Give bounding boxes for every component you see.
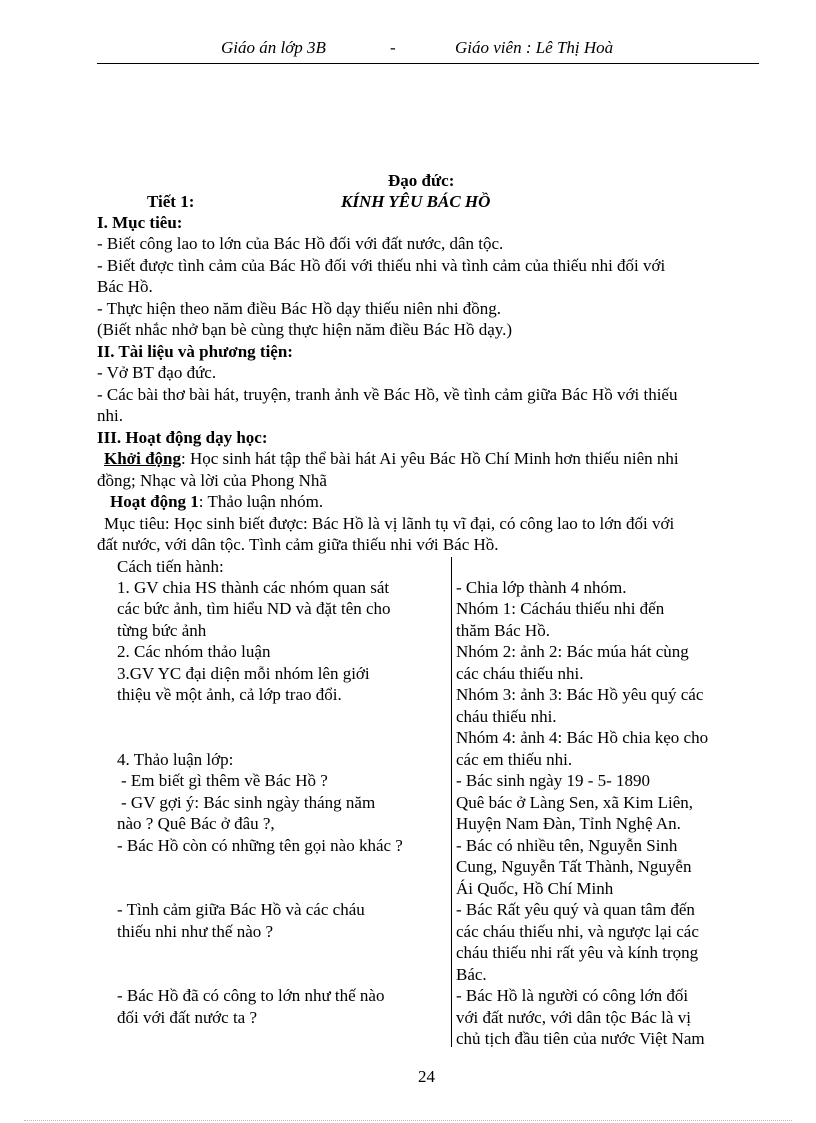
student-answer: các cháu thiếu nhi, và ngược lại các: [456, 922, 699, 941]
objective-line: (Biết nhắc nhở bạn bè cùng thực hiện năm điều Bác Hồ dạy.): [97, 320, 513, 339]
student-answer: các cháu thiếu nhi.: [456, 664, 584, 683]
student-answer: Quê bác ở Làng Sen, xã Kim Liên,: [456, 793, 694, 812]
header-divider: [97, 63, 759, 64]
teacher-step: các bức ảnh, tìm hiểu ND và đặt tên cho: [117, 599, 391, 618]
warmup-paragraph: [104, 448, 679, 469]
period-label: Tiết 1:: [147, 192, 195, 211]
material-line: - Các bài thơ bài hát, truyện, tranh ảnh về Bác Hồ, về tình cảm giữa Bác Hồ với thiếu: [97, 385, 678, 404]
teacher-step: 3.GV YC đại diện mỗi nhóm lên giới: [117, 664, 370, 683]
teacher-step: 1. GV chia HS thành các nhóm quan sát: [117, 578, 390, 597]
student-answer: cháu thiếu nhi.: [456, 707, 557, 726]
page-header: [97, 38, 759, 62]
subject-label: Đạo đức:: [388, 171, 455, 190]
student-answer: - Chia lớp thành 4 nhóm.: [456, 578, 627, 597]
student-answer: Nhóm 3: ảnh 3: Bác Hồ yêu quý các: [456, 685, 704, 704]
student-answer: Cung, Nguyễn Tất Thành, Nguyễn: [456, 857, 692, 876]
student-answer: Bác.: [456, 965, 487, 984]
page-number: 24: [418, 1067, 435, 1086]
header-teacher: Giáo viên : Lê Thị Hoà: [455, 38, 614, 57]
teacher-question: đối với đất nước ta ?: [117, 1008, 258, 1027]
student-answer: cháu thiếu nhi rất yêu và kính trọng: [456, 943, 699, 962]
goal-line: Mục tiêu: Học sinh biết được: Bác Hồ là vị lãnh tụ vĩ đại, có công lao to lớn đối với: [104, 514, 675, 533]
teacher-step: 4. Thảo luận lớp:: [117, 750, 234, 769]
teacher-question: thiếu nhi như thế nào ?: [117, 922, 274, 941]
objective-line: Bác Hồ.: [97, 277, 153, 296]
column-divider: [451, 557, 452, 1047]
activity-1-label: Hoạt động 1: [110, 492, 199, 511]
teacher-question: - Bác Hồ còn có những tên gọi nào khác ?: [117, 836, 403, 855]
student-answer: - Bác sinh ngày 19 - 5- 1890: [456, 771, 651, 790]
material-line: - Vở BT đạo đức.: [97, 363, 217, 382]
student-answer: - Bác Hồ là người có công lớn đối: [456, 986, 689, 1005]
activity-1-paragraph: [110, 491, 323, 512]
student-answer: các em thiếu nhi.: [456, 750, 573, 769]
teacher-step: từng bức ảnh: [117, 621, 207, 640]
material-line: nhi.: [97, 406, 123, 425]
warmup-text: : Học sinh hát tập thể bài hát Ai yêu Bác Hồ Chí Minh hơn thiếu niên nhi: [180, 449, 679, 468]
activity-1-text: : Thảo luận nhóm.: [198, 492, 324, 511]
goal-line: đất nước, với dân tộc. Tình cảm giữa thiếu nhi với Bác Hồ.: [97, 535, 499, 554]
objective-line: - Biết công lao to lớn của Bác Hồ đối với đất nước, dân tộc.: [97, 234, 504, 253]
warmup-label: Khởi động: [104, 449, 181, 468]
student-answer: Nhóm 2: ảnh 2: Bác múa hát cùng: [456, 642, 689, 661]
section-3-heading: III. Hoạt động dạy học:: [97, 428, 268, 447]
page-bottom-edge: [24, 1120, 792, 1121]
warmup-line-2: đồng; Nhạc và lời của Phong Nhã: [97, 471, 327, 490]
teacher-question: - Tình cảm giữa Bác Hồ và các cháu: [117, 900, 365, 919]
procedure-label: Cách tiến hành:: [117, 557, 224, 576]
student-answer: chủ tịch đầu tiên của nước Việt Nam: [456, 1029, 705, 1048]
objective-line: - Biết được tình cảm của Bác Hồ đối với thiếu nhi và tình cảm của thiếu nhi đối với: [97, 256, 666, 275]
student-answer: với đất nước, với dân tộc Bác là vị: [456, 1008, 691, 1027]
teacher-step: thiệu về một ảnh, cả lớp trao đổi.: [117, 685, 342, 704]
student-answer: - Bác có nhiều tên, Nguyễn Sinh: [456, 836, 678, 855]
section-1-heading: I. Mục tiêu:: [97, 213, 183, 232]
header-dash: -: [390, 38, 396, 57]
lesson-title: KÍNH YÊU BÁC HỒ: [341, 192, 491, 211]
student-answer: thăm Bác Hồ.: [456, 621, 550, 640]
student-answer: - Bác Rất yêu quý và quan tâm đến: [456, 900, 695, 919]
section-2-heading: II. Tài liệu và phương tiện:: [97, 342, 293, 361]
teacher-question: - Em biết gì thêm về Bác Hồ ?: [121, 771, 328, 790]
student-answer: Huyện Nam Đàn, Tỉnh Nghệ An.: [456, 814, 681, 833]
student-answer: Nhóm 4: ảnh 4: Bác Hồ chia kẹo cho: [456, 728, 709, 747]
header-class: Giáo án lớp 3B: [221, 38, 326, 57]
teacher-step: 2. Các nhóm thảo luận: [117, 642, 271, 661]
student-answer: Nhóm 1: Cácháu thiếu nhi đến: [456, 599, 665, 618]
objective-line: - Thực hiện theo năm điều Bác Hồ dạy thiếu niên nhi đồng.: [97, 299, 502, 318]
teacher-question: nào ? Quê Bác ở đâu ?,: [117, 814, 275, 833]
teacher-question: - Bác Hồ đã có công to lớn như thế nào: [117, 986, 385, 1005]
student-answer: Ái Quốc, Hồ Chí Minh: [456, 879, 614, 898]
teacher-question: - GV gợi ý: Bác sinh ngày tháng năm: [121, 793, 376, 812]
